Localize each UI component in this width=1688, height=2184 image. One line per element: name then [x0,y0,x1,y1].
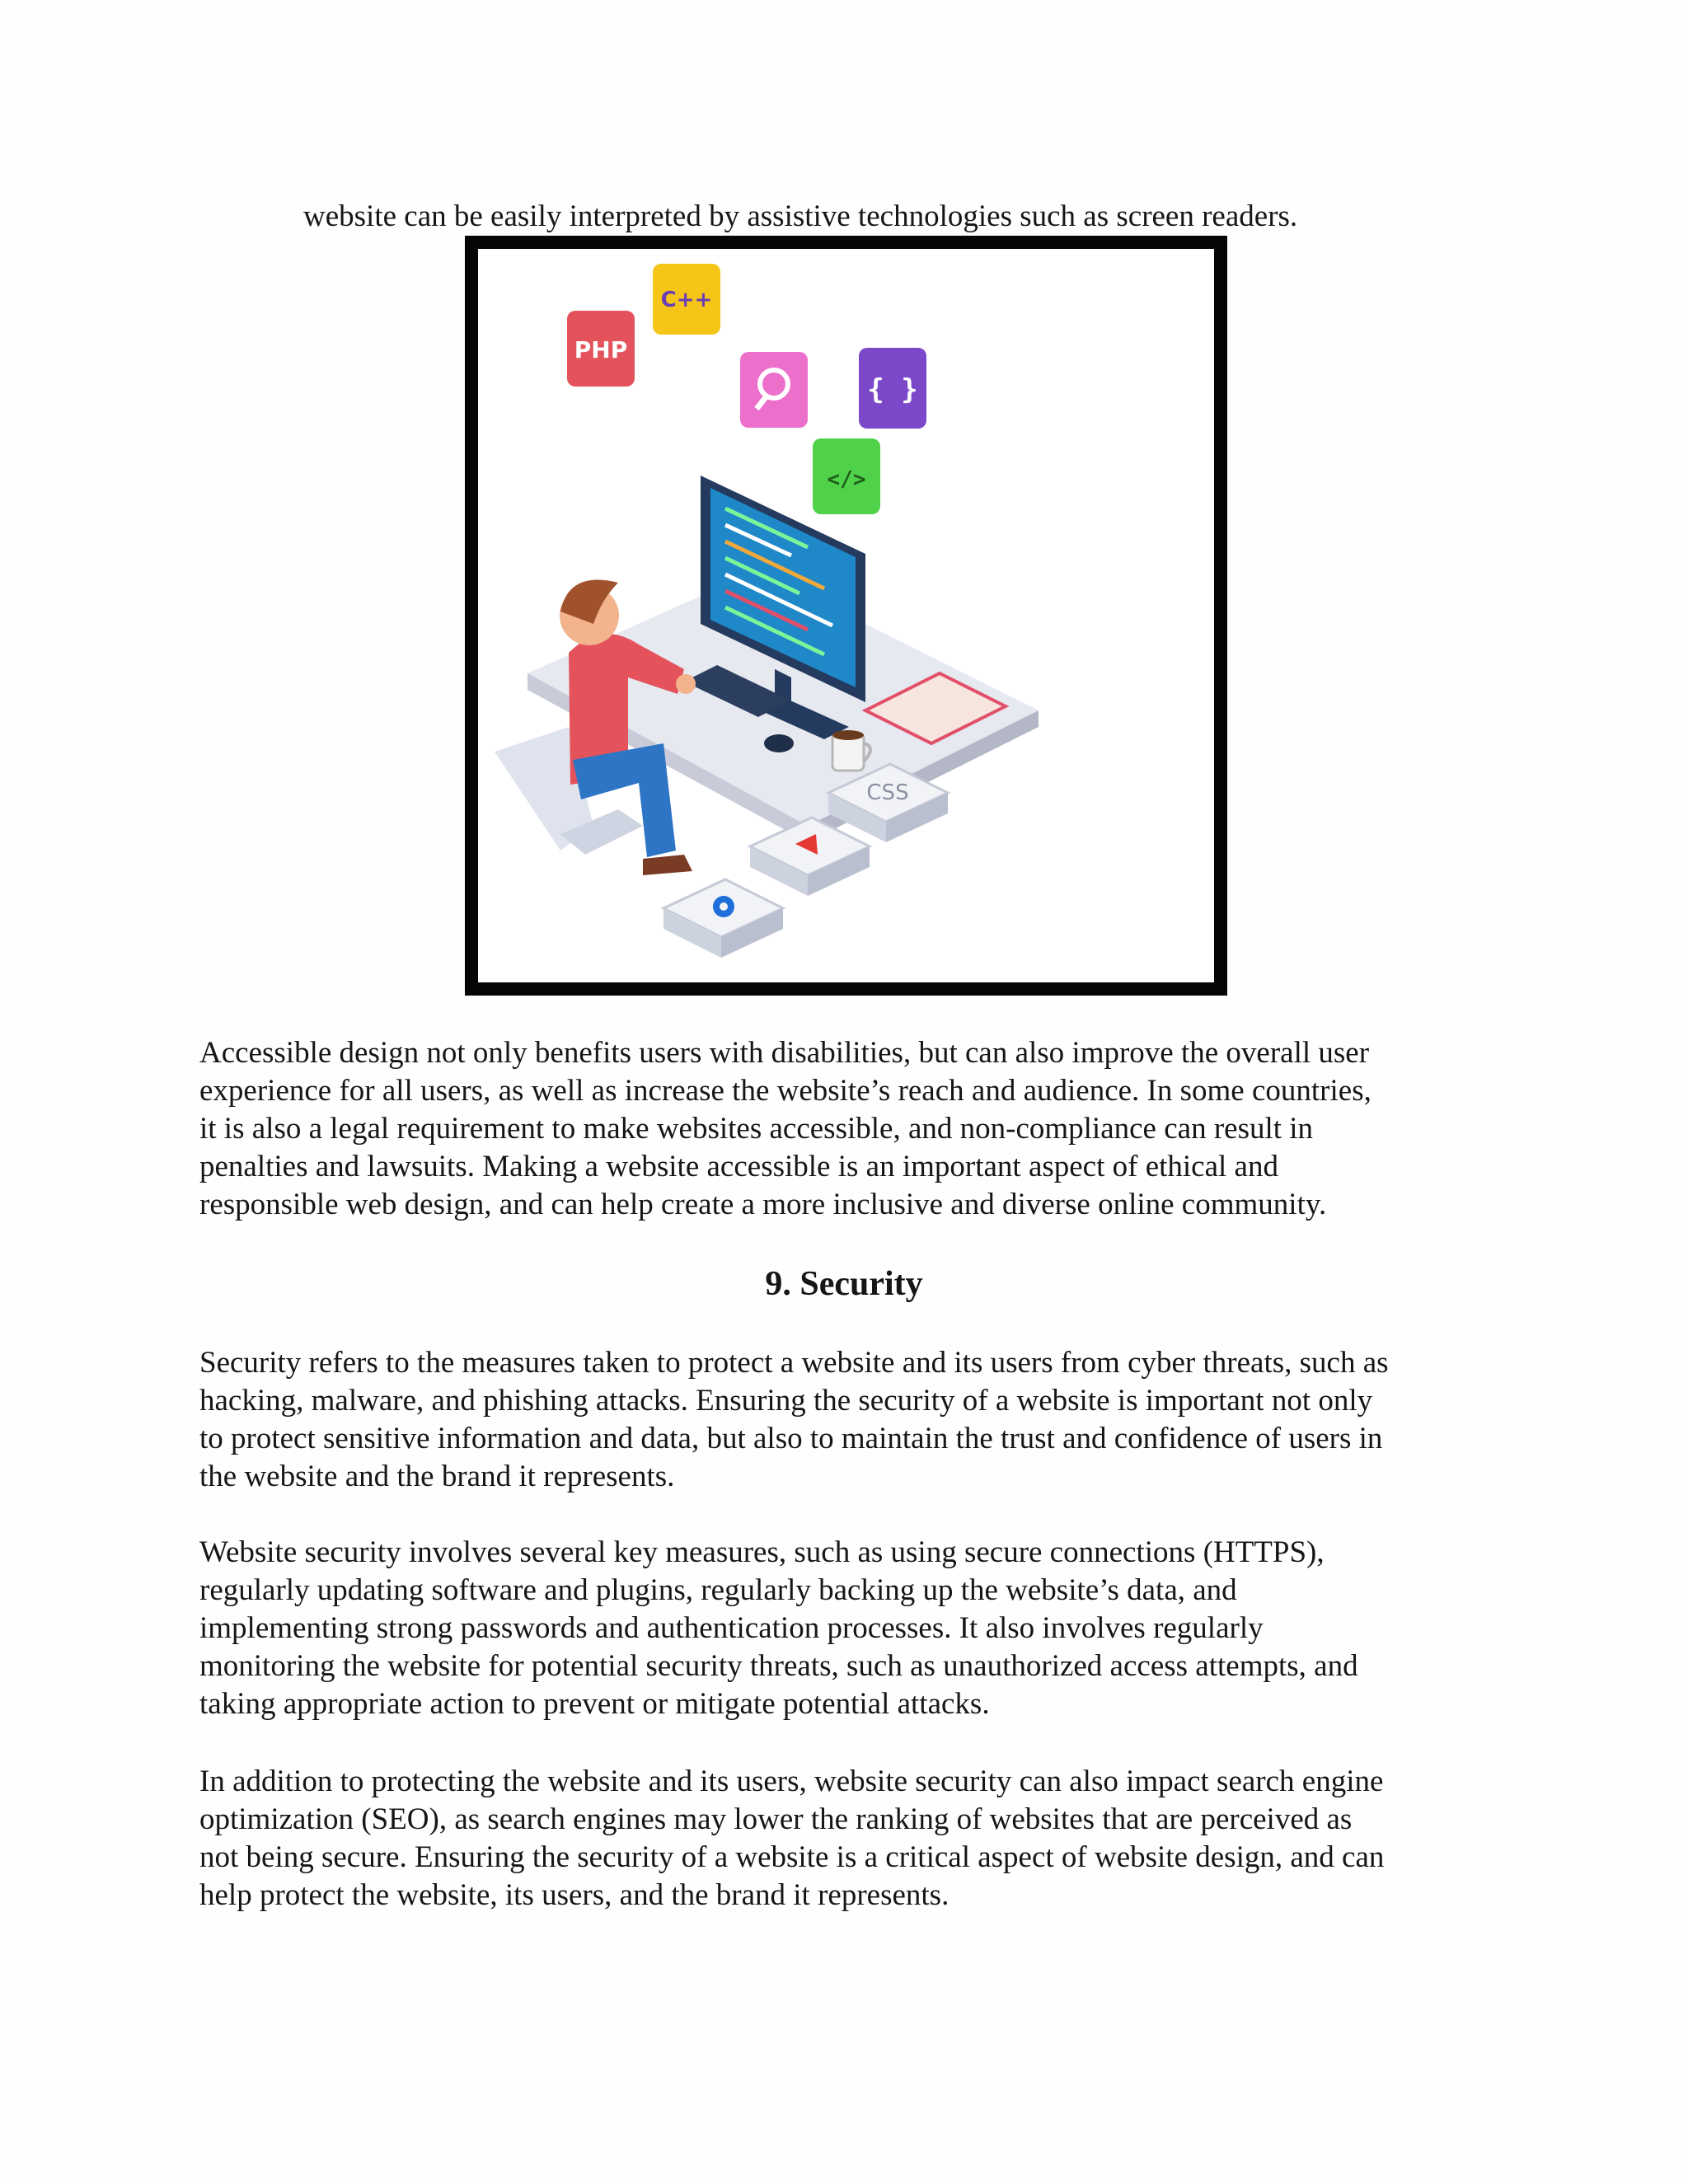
svg-text:PHP: PHP [574,336,628,363]
section-heading: 9. Security [765,1265,923,1303]
block-stack-gear [663,879,783,958]
search-badge-icon [740,352,808,428]
code-badge-icon [813,438,880,514]
svg-text:{ }: { } [867,373,918,406]
svg-text:</>: </> [827,467,866,492]
intro-text-line: website can be easily interpreted by assistive technologies such as screen readers. [303,199,1298,233]
svg-text:C++: C++ [660,288,713,312]
block-stack-play [750,818,870,896]
paragraph-security-definition: Security refers to the measures taken to protect a website and its users from cyber threats, such as hacking, malware, and phishing attacks. Ensuring the security of a website is important not only to protect sensitive information and data, but also to maintain the trust and confidence of users in the website and the brand it represents. [199,1346,1389,1493]
developer-illustration [465,236,1227,996]
paragraph-security-seo: In addition to protecting the website and its users, website security can also impact search engine optimization (SEO), as search engines may lower the ranking of websites that are perceived as not being secure. Ensuring the security of a website is a critical aspect of website design, and can help protect the website, its users, and the brand it represents. [199,1765,1385,1912]
braces-badge-icon [859,348,926,429]
php-badge-icon [567,311,635,387]
cpp-badge-icon [653,264,720,335]
paragraph-security-measures: Website security involves several key measures, such as using secure connections (HTTPS), regularly updating software and plugins, regularly backing up the website’s data, and implementing strong passwords and authentication processes. It also involves regularly monitoring the website for potential security threats, such as unauthorized access attempts, and taking appropriate action to prevent or mitigate potential attacks. [199,1535,1358,1721]
svg-text:CSS: CSS [866,780,909,805]
mouse-icon [764,734,794,752]
paragraph-accessibility: Accessible design not only benefits users with disabilities, but can also improve the overall user experience for all users, as well as increase the website’s reach and audience. In some countries, it is also a legal requirement to make websites accessible, and non-compliance can result in penalties and lawsuits. Making a website accessible is an important aspect of ethical and responsible web design, and can help create a more inclusive and diverse online community. [199,1036,1372,1221]
